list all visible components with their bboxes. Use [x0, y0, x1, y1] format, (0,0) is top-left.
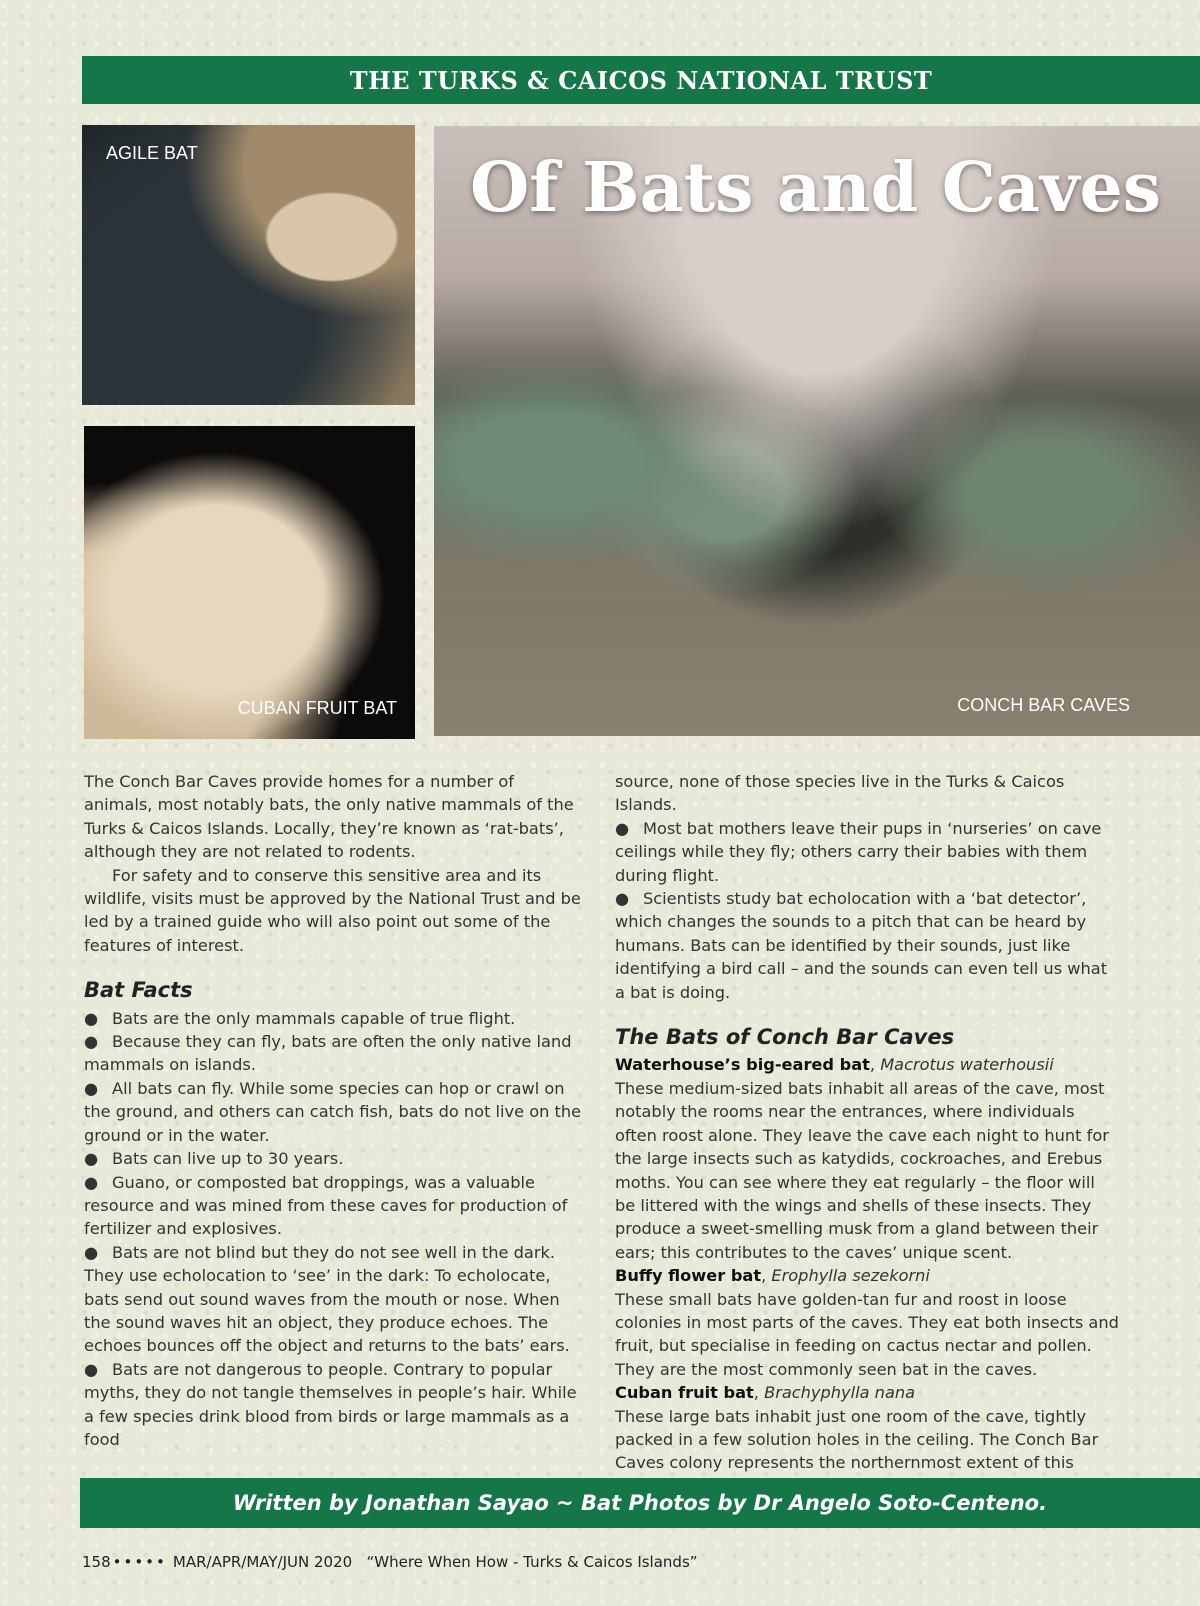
agile-bat-photo	[82, 125, 415, 405]
species-description: These large bats inhabit just one room of the cave, tightly packed in a few solution holes in the ceiling. The Conch Bar Caves colony represents the northernmost extent of this	[615, 1406, 1099, 1473]
fact-item: ● Bats can live up to 30 years.	[84, 1147, 582, 1170]
article-column-1	[84, 770, 582, 1451]
fact-item: ● Bats are not blind but they do not see well in the dark. They use echolocation to ‘see’ in the dark: To echolocate, bats send out sound waves from the mouth or nose. When the sound waves hit an object, they produce echoes. The echoes bounces off the object and returns to the bats’ ears.	[84, 1242, 570, 1356]
bullet-icon: ●	[84, 1008, 99, 1028]
bullet-icon: ●	[84, 1078, 99, 1098]
species-title: Cuban fruit bat, Brachyphylla nana	[615, 1383, 916, 1403]
conch-bar-caves-photo	[434, 126, 1200, 736]
bullet-icon: ●	[84, 1242, 99, 1262]
species-title: Buffy flower bat, Erophylla sezekorni	[615, 1266, 930, 1286]
issue-date: MAR/APR/MAY/JUN 2020	[172, 1553, 353, 1571]
page-number: 158	[82, 1553, 111, 1571]
fact-item: ● Because they can fly, bats are often the only native land mammals on islands.	[84, 1032, 572, 1075]
bullet-icon: ●	[84, 1149, 99, 1169]
cuban-fruit-bat-caption: CUBAN FRUIT BAT	[237, 698, 397, 718]
article-title: Of Bats and Caves	[470, 148, 1162, 228]
fact-item: ● Scientists study bat echolocation with a ‘bat detector’, which changes the sounds to a pitch that can be heard by humans. Bats can be identified by their sounds, just like identifying a bird call – and the sounds can even tell us what a bat is doing.	[615, 889, 1108, 1002]
safety-paragraph: For safety and to conserve this sensitive area and its wildlife, visits must be approved by the National Trust and be led by a trained guide who will also point out some of the features of interest.	[84, 865, 581, 955]
fact-item: ● Bats are not dangerous to people. Contrary to popular myths, they do not tangle themselves in people’s hair. While a few species drink blood from birds or large mammals as a food	[84, 1359, 577, 1449]
species-heading: The Bats of Conch Bar Caves	[615, 1025, 955, 1050]
publication-name: “Where When How - Turks & Caicos Islands”	[366, 1553, 698, 1571]
cuban-fruit-bat-photo	[84, 426, 415, 739]
fact-item: ● Most bat mothers leave their pups in ‘nurseries’ on cave ceilings while they fly; others carry their babies with them during flight.	[615, 818, 1102, 885]
credits-text: Written by Jonathan Sayao ~ Bat Photos by Dr Angelo Soto-Centeno.	[232, 1491, 1048, 1515]
species-description: These small bats have golden-tan fur and roost in loose colonies in most parts of the caves. They eat both insects and fruit, but specialise in feeding on cactus nectar and pollen. They are the most commonly seen bat in the caves.	[615, 1289, 1119, 1379]
species-description: These medium-sized bats inhabit all areas of the cave, most notably the rooms near the entrances, where individuals often roost alone. They leave the cave each night to hunt for the large insects such as katydids, cockroaches, and Erebus moths. You can see where they eat regularly – the floor will be littered with the wings and shells of these insects. They produce a sweet-smelling musk from a gland between their ears; this contributes to the caves’ unique scent.	[615, 1078, 1109, 1262]
fact-item: ● Bats are the only mammals capable of true flight.	[84, 1007, 582, 1030]
credits-banner	[80, 1478, 1200, 1528]
bullet-icon: ●	[84, 1172, 99, 1192]
publication-banner	[82, 56, 1200, 104]
bullet-icon: ●	[84, 1032, 99, 1052]
bullet-icon: ●	[84, 1359, 99, 1379]
species-title: Waterhouse’s big-eared bat, Macrotus waterhousii	[615, 1055, 1054, 1075]
bat-facts-heading: Bat Facts	[84, 978, 193, 1003]
continuation-text: source, none of those species live in the Turks & Caicos Islands.	[615, 772, 1065, 815]
fact-item: ● Guano, or composted bat droppings, was a valuable resource and was mined from these caves for production of fertilizer and explosives.	[84, 1172, 568, 1239]
agile-bat-caption: AGILE BAT	[106, 143, 198, 163]
intro-paragraph: The Conch Bar Caves provide homes for a number of animals, most notably bats, the only native mammals of the Turks & Caicos Islands. Locally, they’re known as ‘rat-bats’, although they are not related to rodents.	[84, 772, 574, 862]
dots-icon: •••••	[112, 1553, 167, 1571]
bullet-icon: ●	[615, 818, 630, 838]
article-column-2	[615, 770, 1120, 1475]
fact-item: ● All bats can fly. While some species can hop or crawl on the ground, and others can catch fish, bats do not live on the ground or in the water.	[84, 1078, 582, 1145]
conch-bar-caves-caption: CONCH BAR CAVES	[957, 695, 1130, 715]
page-footer	[82, 1553, 698, 1571]
bullet-icon: ●	[615, 889, 630, 909]
banner-title: THE TURKS & CAICOS NATIONAL TRUST	[349, 65, 933, 95]
